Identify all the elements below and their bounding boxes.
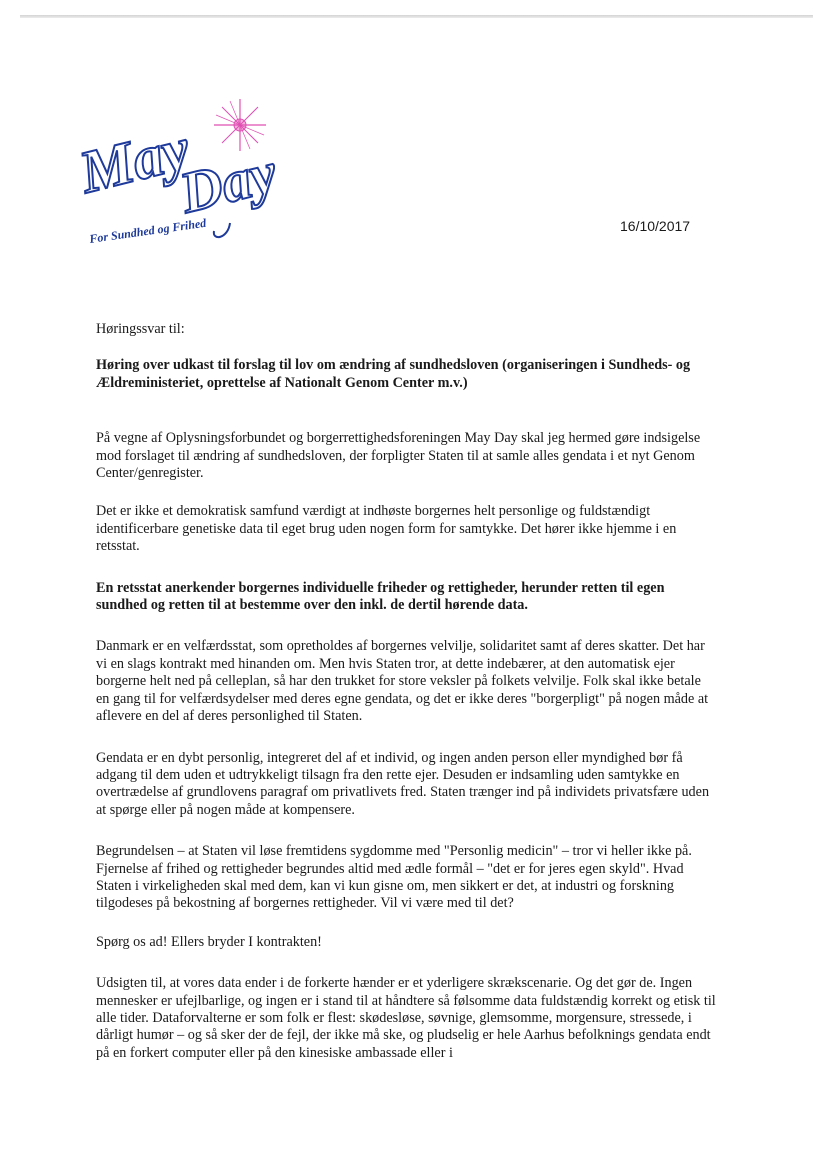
logo-graphic — [73, 95, 300, 255]
paragraph: Danmark er en velfærdsstat, som opretholdes af borgernes velvilje, solidaritet samt af deres skatter. Det har vi en slags kontrakt med hinanden om. Men hvis Staten tror, at dette indebærer, at den automatisk ejer borgerne helt ned på celleplan, så har den trukket for store veksler på folkets velvilje. Folk skal ikke betale en gang til for velfærdsydelser med deres egne gendata, og det er ikke deres "borgerpligt" på nogen måde at aflevere en del af deres personlighed til Staten. — [96, 638, 709, 725]
logo-word-may: May — [73, 114, 196, 206]
logo-swoosh — [214, 223, 230, 237]
paragraph-emphasis: En retsstat anerkender borgernes individuelle friheder og rettigheder, herunder retten til egen sundhed og retten til at bestemme over den inkl. de dertil hørende data. — [96, 579, 665, 614]
paragraph: Spørg os ad! Ellers bryder I kontrakten! — [96, 933, 322, 950]
may-day-logo — [73, 95, 300, 255]
letter-body — [96, 321, 716, 1062]
paragraph: Det er ikke et demokratisk samfund værdigt at indhøste borgernes helt personlige og fuldstændigt identificerbare genetiske data til eget brug uden nogen form for samtykke. Det hører ikke hjemme i en retsstat. — [96, 503, 677, 555]
letter-date: 16/10/2017 — [620, 218, 691, 234]
paragraph: Gendata er en dybt personlig, integreret del af et individ, og ingen anden person eller myndighed bør få adgang til dem uden et udtrykkeligt tilsagn fra den rette ejer. Desuden er indsamling uden samtykke en overtrædelse af grundlovens paragraf om privatlivets fred. Staten trænger ind på individets privatsfære uden at spørge eller på nogen måde at kompensere. — [96, 749, 710, 818]
scan-edge — [20, 15, 813, 18]
paragraph: På vegne af Oplysningsforbundet og borgerrettighedsforeningen May Day skal jeg hermed gøre indsigelse mod forslaget til ændring af sundhedsloven, der forpligter Staten til at samle alles gendata i et nyt Genom Center/genregister. — [96, 430, 701, 482]
paragraph: Udsigten til, at vores data ender i de forkerte hænder er et yderligere skrækscenarie. Og det gør de. Ingen mennesker er ufejlbarlige, og ingen er i stand til at håndtere så følsomme data fuldstændig korrekt og etisk til alle tider. Dataforvalterne er som folk er flest: skødesløse, søvnige, glemsomme, morgensure, stressede, i dårligt humør – og så sker der de fejl, der ikke må ske, og pludselig er hele Aarhus befolknings gendata endt på en forkert computer eller på den kinesiske ambassade eller i — [96, 975, 716, 1061]
subject-heading: Høring over udkast til forslag til lov om ændring af sundhedsloven (organiseringen i Sundheds- og Ældreministeriet, oprettelse af Nationalt Genom Center m.v.) — [96, 357, 691, 391]
salutation: Høringssvar til: — [96, 321, 185, 337]
logo-word-day: Day — [173, 139, 283, 226]
logo-tagline: For Sundhed og Frihed — [88, 215, 207, 246]
paragraph: Begrundelsen – at Staten vil løse fremtidens sygdomme med "Personlig medicin" – tror vi heller ikke på. Fjernelse af frihed og rettigheder begrundes altid med ædle formål – "det er for jeres egen skyld". Hvad Staten i virkeligheden skal med dem, kan vi kun gisne om, men sikkert er det, at industri og forskning tilgodeses på bekostning af borgernes rettigheder. Vil vi være med til det? — [96, 843, 692, 912]
